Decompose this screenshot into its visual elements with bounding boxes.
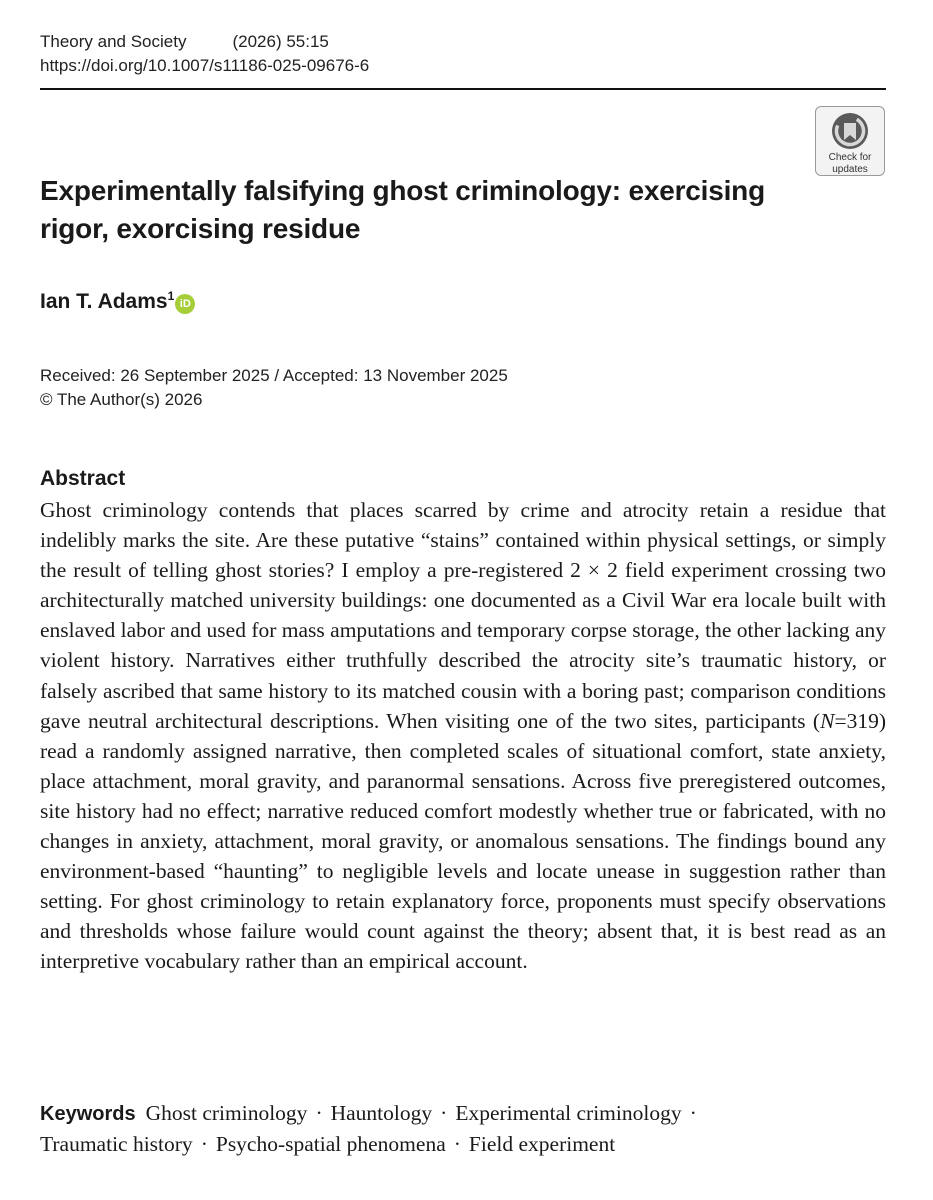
received-accepted-dates: Received: 26 September 2025 / Accepted: 13 November 2025 [40, 366, 508, 385]
keyword: Psycho-spatial phenomena [215, 1132, 446, 1156]
keyword: Ghost criminology [145, 1101, 308, 1125]
orcid-icon[interactable]: iD [175, 294, 195, 314]
article-title [40, 172, 800, 248]
journal-line [40, 30, 369, 54]
abstract-text [40, 495, 886, 977]
keyword-separator: · [689, 1101, 697, 1125]
keyword: Experimental criminology [455, 1101, 682, 1125]
sample-size-value: =319 [834, 708, 879, 733]
keyword-separator: · [200, 1132, 208, 1156]
article-title-line-2: rigor, exorcising residue [40, 213, 361, 244]
sample-size-symbol: N [820, 708, 835, 733]
check-for-updates-badge[interactable] [815, 106, 885, 176]
author-affiliation-marker: 1 [167, 289, 175, 303]
journal-name: Theory and Society [40, 32, 187, 51]
badge-label-2: updates [832, 164, 868, 175]
keywords-section [40, 1098, 886, 1159]
check-for-updates-icon [830, 111, 870, 151]
abstract-text-part-2: ) read a randomly assigned narrative, then completed scales of situational comfort, state anxiety, place attachment, moral gravity, and paranormal sensations. Across five preregistered outcomes, site history had no effect; narrative reduced comfort modestly whether true or fabricated, with no changes in anxiety, attachment, moral gravity, or anomalous sensations. The findings bound any environment-based “haunting” to negligible levels and locate unease in suggestion rather than setting. For ghost criminology to retain explanatory force, proponents must specify observations and thresholds whose failure would count against the theory; absent that, it is best read as an interpretive vocabulary rather than an empirical account. [40, 708, 886, 974]
abstract-heading: Abstract [40, 467, 126, 490]
keyword-separator: · [440, 1101, 448, 1125]
author-name[interactable]: Ian T. Adams [40, 290, 168, 313]
keyword: Hauntology [330, 1101, 433, 1125]
doi-link[interactable]: https://doi.org/10.1007/s11186-025-09676-6 [40, 56, 370, 75]
author-line [40, 288, 195, 316]
journal-header [40, 30, 369, 78]
header-divider [40, 88, 886, 90]
keyword-separator: · [453, 1132, 461, 1156]
keyword-separator: · [315, 1101, 323, 1125]
keyword: Traumatic history [40, 1132, 193, 1156]
article-title-line-1: Experimentally falsifying ghost criminology: exercising [40, 175, 765, 206]
abstract-text-part-1: Ghost criminology contends that places scarred by crime and atrocity retain a residue that indelibly marks the site. Are these putative “stains” contained within physical settings, or simply the result of telling ghost stories? I employ a pre-registered 2 × 2 field experiment crossing two architecturally matched university buildings: one documented as a Civil War era locale built with enslaved labor and used for mass amputations and temporary corpse storage, the other lacking any violent history. Narratives either truthfully described the atrocity site’s traumatic history, or falsely ascribed that same history to its matched cousin with a boring past; comparison conditions gave neutral architectural descriptions. When visiting one of the two sites, participants ( [40, 498, 886, 733]
keywords-label: Keywords [40, 1103, 136, 1125]
article-history [40, 364, 508, 412]
copyright-notice: © The Author(s) 2026 [40, 390, 203, 409]
keyword: Field experiment [468, 1132, 616, 1156]
badge-label-1: Check for [828, 152, 872, 163]
journal-issue: (2026) 55:15 [232, 32, 329, 51]
